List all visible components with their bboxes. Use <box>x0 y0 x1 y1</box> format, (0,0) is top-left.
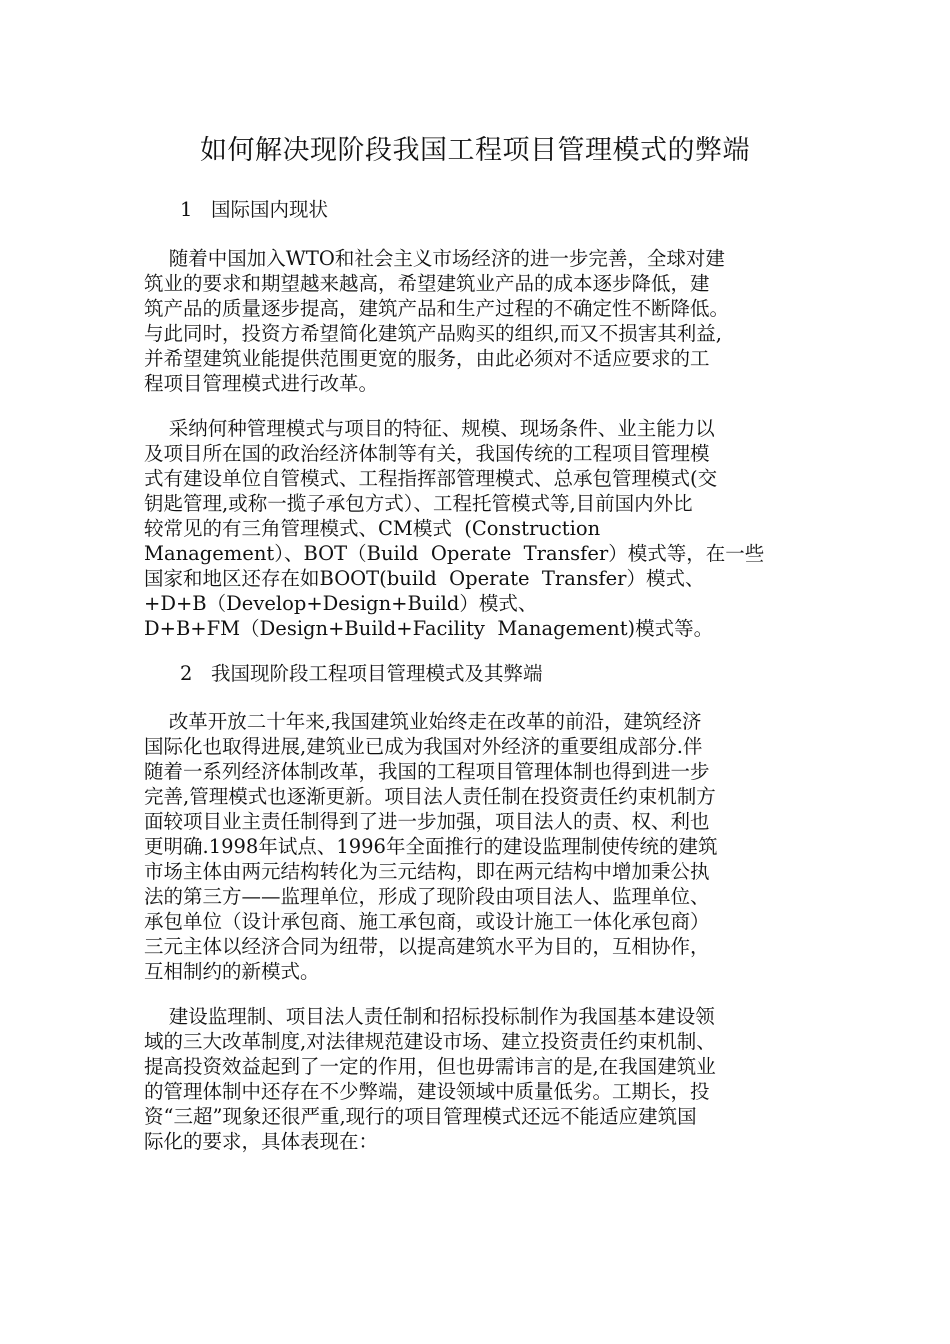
text-line: 随着中国加入WTO和社会主义市场经济的进一步完善，全球对建 <box>144 247 725 270</box>
text-line: 钥匙管理,或称一揽子承包方式）、工程托管模式等,目前国内外比 <box>144 492 693 515</box>
text-line: 筑产品的质量逐步提高，建筑产品和生产过程的不确定性不断降低。 <box>144 297 730 320</box>
text-line: 国家和地区还存在如BOOT(build Operate Transfer）模式、 <box>144 567 705 590</box>
text-line: 随着一系列经济体制改革，我国的工程项目管理体制也得到进一步 <box>144 760 710 783</box>
text-line: 国际化也取得进展,建筑业已成为我国对外经济的重要组成部分.伴 <box>144 735 703 758</box>
text-line: 与此同时，投资方希望简化建筑产品购买的组织,而又不损害其利益, <box>144 322 722 345</box>
text-line: +D+B（Develop+Design+Build）模式、 <box>144 592 538 615</box>
text-line: 法的第三方——监理单位，形成了现阶段由项目法人、监理单位、 <box>144 885 710 908</box>
text-line: 完善,管理模式也逐渐更新。项目法人责任制在投资责任约束机制方 <box>144 785 716 808</box>
text-line: 资“三超”现象还很严重,现行的项目管理模式还远不能适应建筑国 <box>144 1105 697 1128</box>
section-heading-1: 1 国际国内现状 <box>180 198 329 221</box>
text-line: Management）、BOT（Build Operate Transfer）模式等，在一些 <box>144 542 765 565</box>
paragraph-s1-p1 <box>144 246 824 396</box>
paragraph-s2-p1 <box>144 709 824 984</box>
text-line: 的管理体制中还存在不少弊端，建设领域中质量低劣。工期长，投 <box>144 1080 710 1103</box>
text-line: 面较项目业主责任制得到了进一步加强，项目法人的责、权、利也 <box>144 810 710 833</box>
paragraph-s1-p2 <box>144 416 824 641</box>
text-line: 程项目管理模式进行改革。 <box>144 372 379 395</box>
paragraph-s2-p2 <box>144 1004 824 1154</box>
text-line: 承包单位（设计承包商、施工承包商，或设计施工一体化承包商） <box>144 910 710 933</box>
text-line: 建设监理制、项目法人责任制和招标投标制作为我国基本建设领 <box>144 1005 715 1028</box>
text-line: 筑业的要求和期望越来越高，希望建筑业产品的成本逐步降低，建 <box>144 272 710 295</box>
text-line: 式有建设单位自管模式、工程指挥部管理模式、总承包管理模式(交 <box>144 467 718 490</box>
text-line: D+B+FM（Design+Build+Facility Management)模式等。 <box>144 617 714 640</box>
text-line: 提高投资效益起到了一定的作用，但也毋需讳言的是,在我国建筑业 <box>144 1055 716 1078</box>
section-heading-2: 2 我国现阶段工程项目管理模式及其弊端 <box>180 662 543 685</box>
text-line: 改革开放二十年来,我国建筑业始终走在改革的前沿，建筑经济 <box>144 710 702 733</box>
document-title: 如何解决现阶段我国工程项目管理模式的弊端 <box>200 135 750 166</box>
text-line: 较常见的有三角管理模式、CM模式 (Construction <box>144 517 601 540</box>
text-line: 三元主体以经济合同为纽带，以提高建筑水平为目的，互相协作， <box>144 935 710 958</box>
text-line: 际化的要求，具体表现在： <box>144 1130 379 1153</box>
text-line: 域的三大改革制度,对法律规范建设市场、建立投资责任约束机制、 <box>144 1030 716 1053</box>
text-line: 采纳何种管理模式与项目的特征、规模、现场条件、业主能力以 <box>144 417 715 440</box>
text-line: 互相制约的新模式。 <box>144 960 320 983</box>
text-line: 更明确.1998年试点、1996年全面推行的建设监理制使传统的建筑 <box>144 835 718 858</box>
text-line: 及项目所在国的政治经济体制等有关，我国传统的工程项目管理模 <box>144 442 710 465</box>
text-line: 并希望建筑业能提供范围更宽的服务，由此必须对不适应要求的工 <box>144 347 710 370</box>
text-line: 市场主体由两元结构转化为三元结构，即在两元结构中增加秉公执 <box>144 860 710 883</box>
